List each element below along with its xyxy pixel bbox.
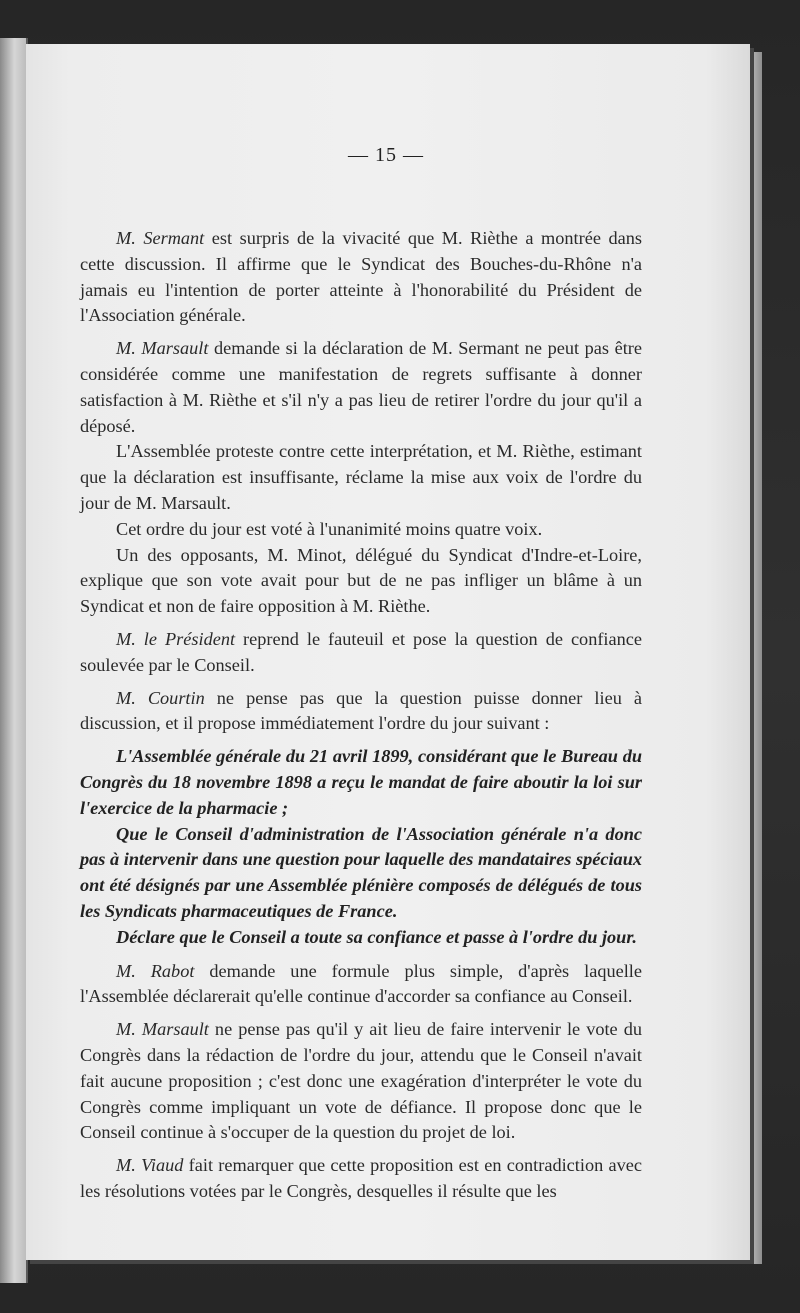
paragraph-text: fait remarquer que cette proposition est en contradiction avec les résolutions votées par le Congrès, desquelles il résulte que les	[80, 1155, 642, 1201]
speaker-name: M. Courtin	[116, 687, 205, 708]
motion-clause-3: Déclare que le Conseil a toute sa confiance et passe à l'ordre du jour.	[116, 926, 638, 947]
paragraph-text: Cet ordre du jour est voté à l'unanimité moins quatre voix.	[116, 518, 543, 539]
speaker-name: M. Marsault	[116, 1019, 209, 1040]
paragraph-viaud	[80, 1153, 642, 1205]
paragraph-text: reprend le fauteuil et pose la question de confiance soulevée par le Conseil.	[80, 628, 642, 675]
motion-clause-1: L'Assemblée générale du 21 avril 1899, considérant que le Bureau du Congrès du 18 novembre 1898 a reçu le mandat de faire aboutir la loi sur l'exercice de la pharmacie ;	[80, 746, 642, 818]
speaker-name: M. le Président	[116, 628, 236, 649]
speaker-name: M. Viaud	[116, 1155, 184, 1176]
paragraph-text: demande si la déclaration de M. Sermant ne peut pas être considérée comme une manifestation de regrets suffisante à donner satisfaction à M. Rièthe et s'il n'y a pas lieu de retirer l'ordre du jour qu'il a déposé.	[80, 338, 643, 436]
page-stack-edge	[750, 52, 762, 1264]
paragraph-text: demande une formule plus simple, d'après laquelle l'Assemblée déclarerait qu'elle continue d'accorder sa confiance au Conseil.	[80, 960, 642, 1007]
paragraph-courtin	[80, 686, 642, 738]
page-number: — 15 —	[348, 144, 424, 166]
paragraph-text: est surpris de la vivacité que M. Rièthe a montrée dans cette discussion. Il affirme que le Syndicat des Bouches-du-Rhône n'a jamais eu l'intention de porter atteinte à l'honorabilité du Président de l'Association générale.	[80, 228, 642, 326]
paragraph-vote	[80, 517, 642, 543]
paragraph-marsault-2	[80, 1017, 642, 1146]
paragraph-assemblee	[80, 439, 642, 516]
speaker-name: M. Rabot	[116, 960, 195, 981]
paragraph-text: L'Assemblée proteste contre cette interprétation, et M. Rièthe, estimant que la déclaration est insuffisante, réclame la mise aux voix de l'ordre du jour de M. Marsault.	[80, 441, 642, 513]
paragraph-text: ne pense pas que la question puisse donner lieu à discussion, et il propose immédiatement l'ordre du jour suivant :	[80, 687, 642, 734]
previous-page-edge	[0, 38, 28, 1283]
paragraph-president	[80, 627, 642, 679]
paragraph-text: Un des opposants, M. Minot, délégué du Syndicat d'Indre-et-Loire, explique que son vote avait pour but de ne pas infliger un blâme à un Syndicat et non de faire opposition à M. Rièthe.	[80, 544, 642, 617]
paragraph-rabot	[80, 959, 642, 1011]
paragraph-text: ne pense pas qu'il y ait lieu de faire intervenir le vote du Congrès dans la rédaction de l'ordre du jour, attendu que le Conseil n'avait fait aucune proposition ; c'est donc une exagération d'interpréter le vote du Congrès comme impliquant un vote de défiance. Il propose donc que le Conseil continue à s'occuper de la question du projet de loi.	[80, 1019, 642, 1143]
paragraph-sermant	[80, 226, 642, 329]
speaker-name: M. Marsault	[116, 338, 209, 359]
speaker-name: M. Sermant	[116, 228, 205, 248]
book-page	[26, 44, 750, 1260]
motion-clause-2: Que le Conseil d'administration de l'Association générale n'a donc pas à intervenir dans une question pour laquelle des mandataires spéciaux ont été désignés par une Assemblée plénière composés de délégués de tous les Syndicats pharmaceutiques de France.	[80, 823, 642, 921]
page-body	[80, 226, 642, 1212]
paragraph-marsault	[80, 336, 642, 439]
paragraph-minot	[80, 543, 642, 620]
